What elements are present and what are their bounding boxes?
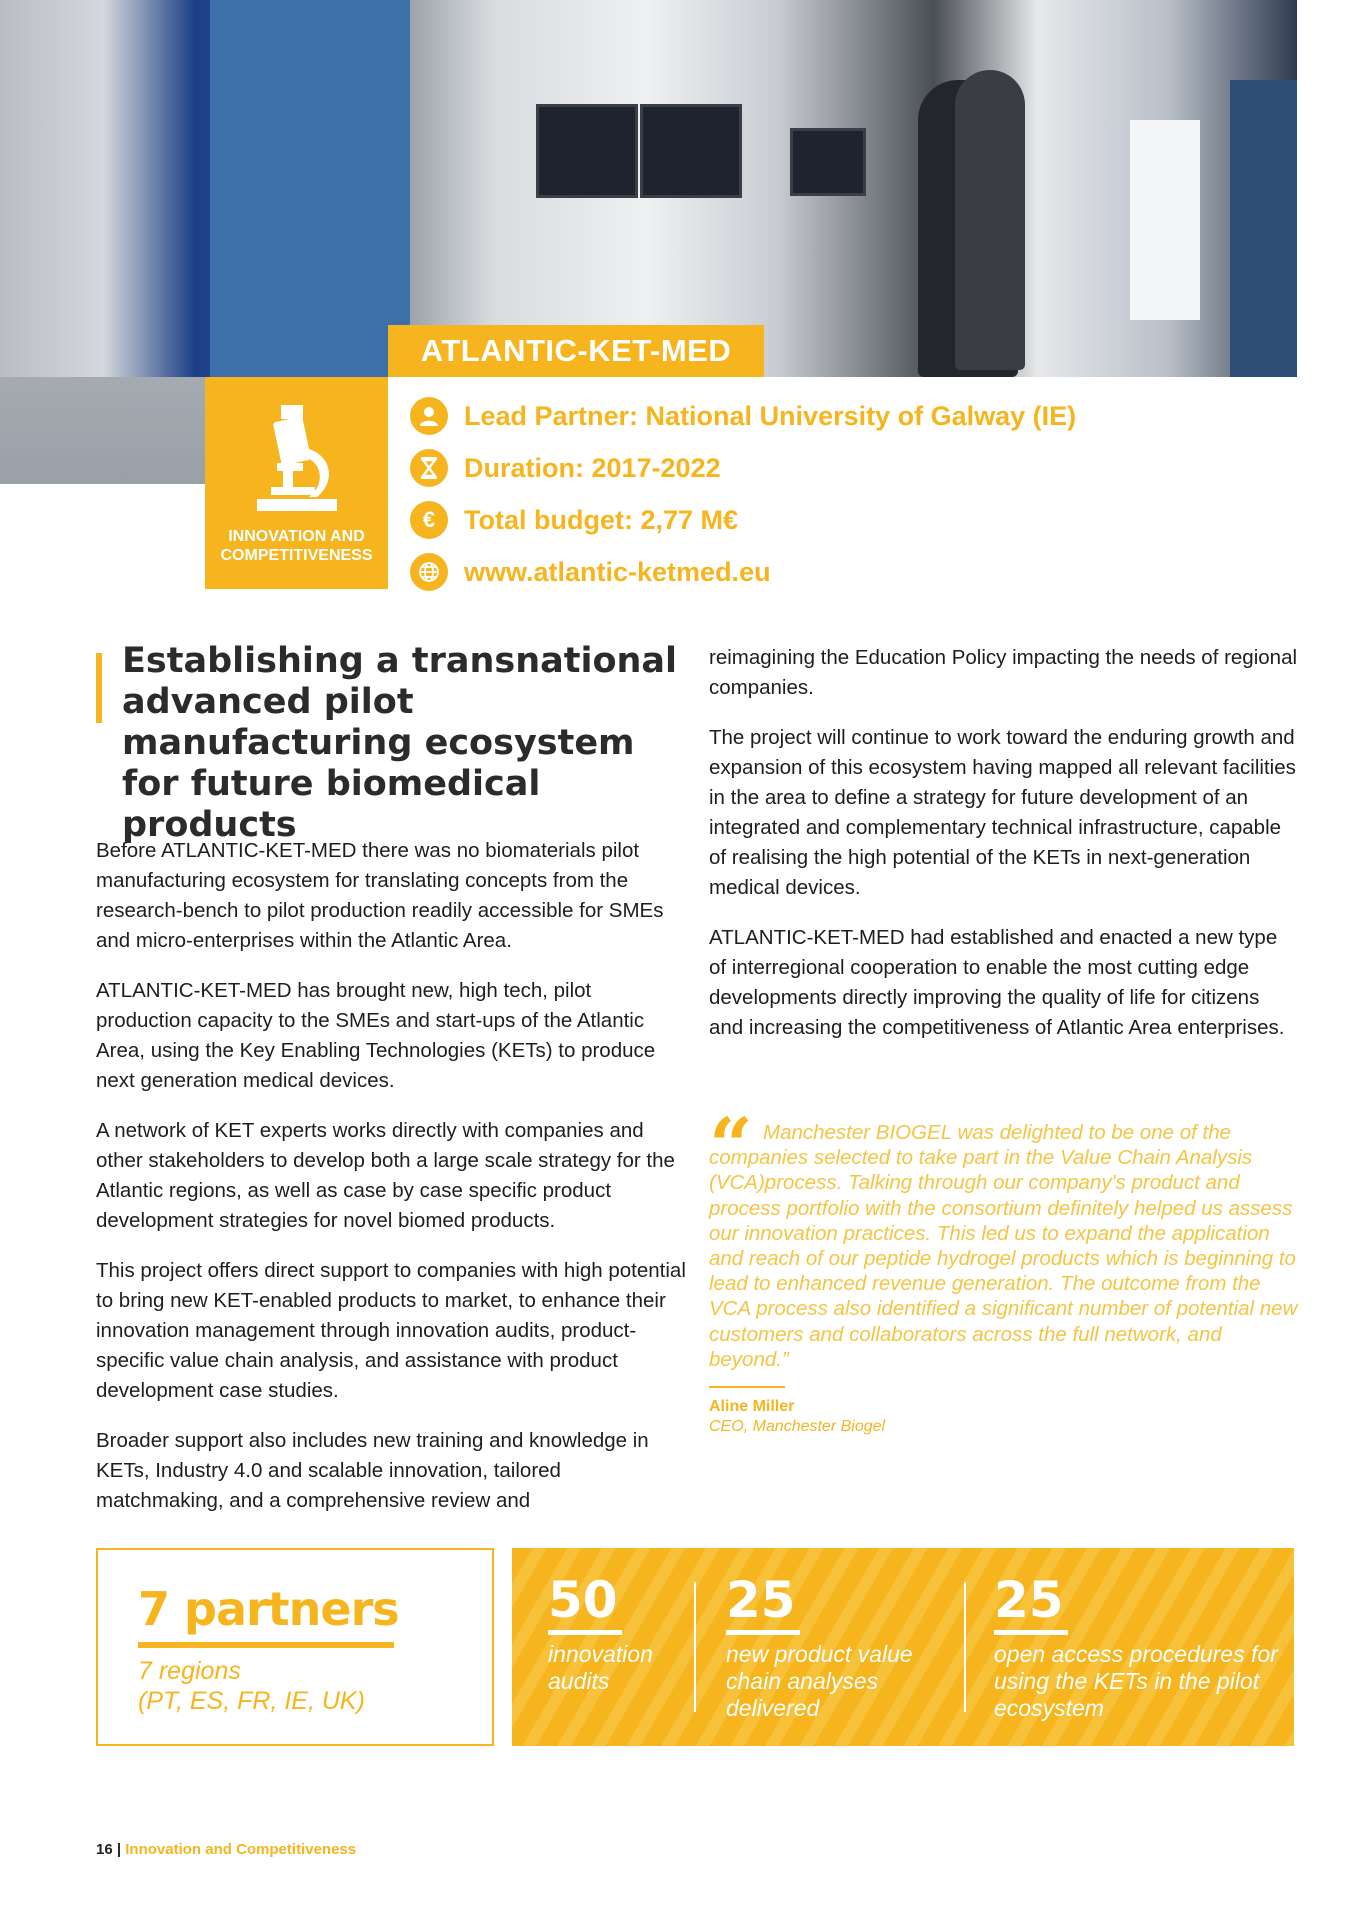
body-paragraph: The project will continue to work toward the enduring growth and expansion of this ecosystem having mapped all relevant facilities in the area to define a strategy for future development of an integrated and complementary technical infrastructure, capable of realising the high potential of the KETs in next-generation medical devices. xyxy=(709,726,1296,899)
budget-row xyxy=(410,494,1076,546)
lead-partner-text: Lead Partner: National University of Galway (IE) xyxy=(464,400,1077,431)
body-column-right xyxy=(709,643,1299,1063)
stat-underline xyxy=(726,1630,800,1635)
page-number: 16 | xyxy=(96,1841,122,1858)
lab-monitor xyxy=(790,128,866,196)
partners-regions xyxy=(138,1656,365,1716)
partners-count: 7 partners xyxy=(138,1582,399,1636)
quote-divider xyxy=(709,1386,785,1388)
theme-badge xyxy=(205,377,388,589)
quote-mark-icon: “ xyxy=(709,1101,753,1190)
article-headline: Establishing a transnational advanced pilot manufacturing ecosystem for future biomedical products xyxy=(122,641,678,845)
euro-icon: € xyxy=(410,501,448,539)
stat-underline xyxy=(994,1630,1068,1635)
theme-label-line2: COMPETITIVENESS xyxy=(220,547,373,564)
hourglass-icon xyxy=(410,449,448,487)
quote-author-role: CEO, Manchester Biogel xyxy=(709,1418,886,1436)
quote-text: Manchester BIOGEL was delighted to be one of the companies selected to take part in the Value Chain Analysis (VCA)process. Talking through our company's product and process portfolio with the consortium definitely helped us assess our innovation practices. This led us to expand the application and reach of our peptide hydrogel products which is beginning to lead to enhanced revenue generation. The outcome from the VCA process also identified a significant number of potential new customers and collaborators across the full network, and beyond.” xyxy=(709,1121,1298,1371)
stat-number: 25 xyxy=(994,1571,1064,1629)
partners-box xyxy=(96,1548,494,1746)
body-paragraph: ATLANTIC-KET-MED has brought new, high tech, pilot production capacity to the SMEs and start-ups of the Atlantic Area, using the Key Enabling Technologies (KETs) to produce next generation medical devices. xyxy=(96,979,656,1092)
theme-label-line1: INNOVATION AND xyxy=(228,528,365,545)
stats-band xyxy=(512,1548,1294,1746)
body-paragraph: ATLANTIC-KET-MED had established and enacted a new type of interregional cooperation to enable the most cutting edge developments directly improving the quality of life for citizens and increasing the competitiveness of Atlantic Area enterprises. xyxy=(709,926,1285,1039)
lab-shelf xyxy=(1130,120,1200,320)
stat-divider xyxy=(964,1582,966,1712)
person-icon xyxy=(410,397,448,435)
lab-monitor xyxy=(536,104,638,198)
body-paragraph: Before ATLANTIC-KET-MED there was no biomaterials pilot manufacturing ecosystem for translating concepts from the research-bench to pilot production readily accessible for SMEs and micro-enterprises within the Atlantic Area. xyxy=(96,839,664,952)
project-name: ATLANTIC-KET-MED xyxy=(420,333,732,368)
microscope-icon xyxy=(247,401,347,521)
website-row xyxy=(410,546,1076,598)
stat-description: open access procedures for using the KETs in the pilot ecosystem xyxy=(994,1641,1278,1721)
lead-partner-row xyxy=(410,390,1076,442)
stat-divider xyxy=(694,1582,696,1712)
person-figure xyxy=(955,70,1025,370)
testimonial-quote xyxy=(709,1101,1299,1436)
body-paragraph: A network of KET experts works directly with companies and other stakeholders to develop both a large scale strategy for the Atlantic regions, as well as case by case specific product development strategies for novel biomed products. xyxy=(96,1119,675,1232)
stat-number: 25 xyxy=(726,1571,796,1629)
globe-icon xyxy=(410,553,448,591)
body-column-left xyxy=(96,836,686,1536)
project-name-tag xyxy=(388,325,764,377)
theme-label xyxy=(220,527,372,565)
partners-underline xyxy=(138,1642,394,1648)
page-footer xyxy=(96,1841,356,1858)
regions-count: 7 regions xyxy=(138,1657,241,1685)
headline-accent-bar xyxy=(96,653,102,723)
quote-author: Aline Miller xyxy=(709,1398,795,1416)
stat-value-chain-analyses xyxy=(726,1572,956,1722)
website-link[interactable]: www.atlantic-ketmed.eu xyxy=(464,556,771,587)
stat-number: 50 xyxy=(548,1571,618,1629)
budget-text: Total budget: 2,77 M€ xyxy=(464,504,739,535)
storage-cabinet xyxy=(1230,80,1297,377)
body-paragraph: This project offers direct support to companies with high potential to bring new KET-enabled products to market, to enhance their innovation management through innovation audits, product-specific value chain analysis, and assistance with product development case studies. xyxy=(96,1259,686,1402)
section-name: Innovation and Competitiveness xyxy=(125,1841,357,1858)
header-photo xyxy=(0,0,1297,377)
duration-text: Duration: 2017-2022 xyxy=(464,452,721,483)
project-info-list xyxy=(410,390,1076,598)
stat-innovation-audits xyxy=(548,1572,698,1695)
stat-description: new product value chain analyses delivered xyxy=(726,1641,913,1721)
regions-countries: (PT, ES, FR, IE, UK) xyxy=(138,1687,365,1715)
stat-underline xyxy=(548,1630,622,1635)
glovebox xyxy=(210,0,410,377)
stat-open-access-procedures xyxy=(994,1572,1284,1722)
body-paragraph: Broader support also includes new training and knowledge in KETs, Industry 4.0 and scalable innovation, tailored matchmaking, and a comprehensive review and xyxy=(96,1429,649,1512)
lab-monitor xyxy=(640,104,742,198)
body-paragraph: reimagining the Education Policy impacting the needs of regional companies. xyxy=(709,646,1298,699)
duration-row xyxy=(410,442,1076,494)
stat-description: innovation audits xyxy=(548,1641,653,1694)
